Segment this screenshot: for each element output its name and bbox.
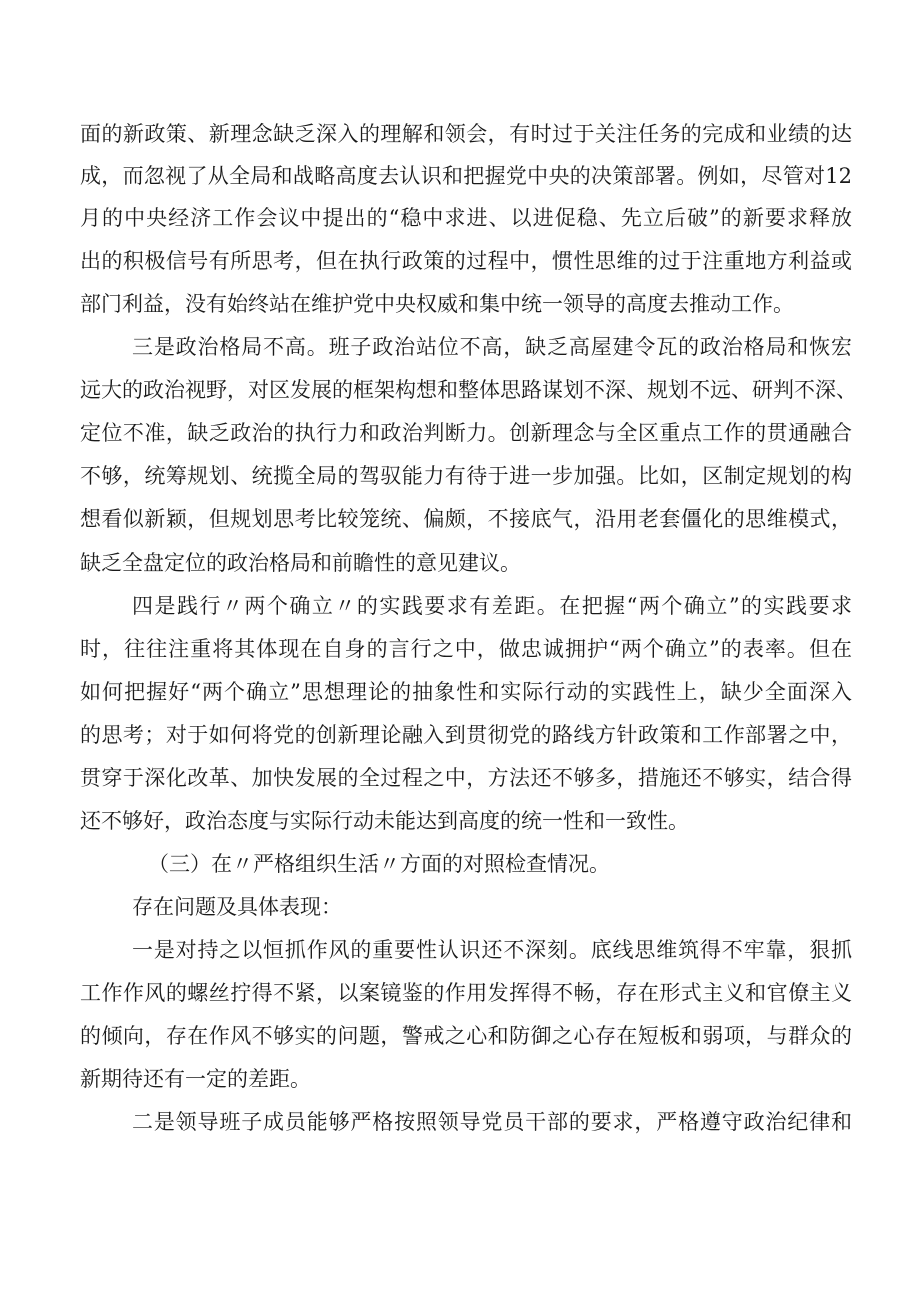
paragraph-first-line: 四是践行〃两个确立〃的实践要求有差距。在把握“两个确立”的实践要求 (132, 594, 852, 618)
paragraph-first-line: 一是对持之以恒抓作风的重要性认识还不深刻。底线思维筑得不牢靠，狠抓 (132, 938, 852, 962)
text-line: 面的新政策、新理念缺乏深入的理解和领会，有时过于关注任务的完成和业绩的达 (80, 122, 852, 146)
text-line: 部门利益，没有始终站在维护党中央权威和集中统一领导的高度去推动工作。 (80, 292, 794, 316)
text-line: 的思考；对于如何将党的创新理论融入到贯彻党的路线方针政策和工作部署之中， (80, 723, 852, 747)
text-line: 时，往往注重将其体现在自身的言行之中，做忠诚拥护“两个确立”的表率。但在 (80, 637, 852, 661)
text-line: 成，而忽视了从全局和战略高度去认识和把握党中央的决策部署。例如，尽管对12 (80, 164, 852, 188)
text-line: 缺乏全盘定位的政治格局和前瞻性的意见建议。 (80, 551, 521, 575)
text-line: 新期待还有一定的差距。 (80, 1067, 311, 1091)
text-line: 出的积极信号有所思考，但在执行政策的过程中，惯性思维的过于注重地方利益或 (80, 249, 852, 273)
text-line: 不够，统筹规划、统揽全局的驾驭能力有待于进一步加强。比如，区制定规划的构 (80, 464, 852, 488)
paragraph-first-line: 三是政治格局不高。班子政治站位不高，缺乏高屋建令瓦的政治格局和恢宏 (132, 335, 852, 359)
section-heading: （三）在〃严格组织生活〃方面的对照检查情况。 (148, 852, 610, 876)
subheading: 存在问题及具体表现： (132, 895, 342, 919)
text-line: 定位不准，缺乏政治的执行力和政治判断力。创新理念与全区重点工作的贯通融合 (80, 421, 852, 445)
text-line: 贯穿于深化改革、加快发展的全过程之中，方法还不够多，措施还不够实，结合得 (80, 766, 852, 790)
text-line: 工作作风的螺丝拧得不紧，以案镜鉴的作用发挥得不畅，存在形式主义和官僚主义 (80, 981, 852, 1005)
text-line: 如何把握好“两个确立”思想理论的抽象性和实际行动的实践性上，缺少全面深入 (80, 680, 852, 704)
text-line: 想看似新颖，但规划思考比较笼统、偏颇，不接底气，沿用老套僵化的思维模式， (80, 507, 852, 531)
text-line: 远大的政治视野，对区发展的框架构想和整体思路谋划不深、规划不远、研判不深、 (80, 378, 857, 402)
paragraph-first-line: 二是领导班子成员能够严格按照领导党员干部的要求，严格遵守政治纪律和 (132, 1110, 852, 1134)
text-line: 月的中央经济工作会议中提出的“稳中求进、以进促稳、先立后破”的新要求释放 (80, 206, 852, 230)
text-line: 还不够好，政治态度与实际行动未能达到高度的统一性和一致性。 (80, 809, 689, 833)
text-line: 的倾向，存在作风不够实的问题，警戒之心和防御之心存在短板和弱项，与群众的 (80, 1024, 852, 1048)
